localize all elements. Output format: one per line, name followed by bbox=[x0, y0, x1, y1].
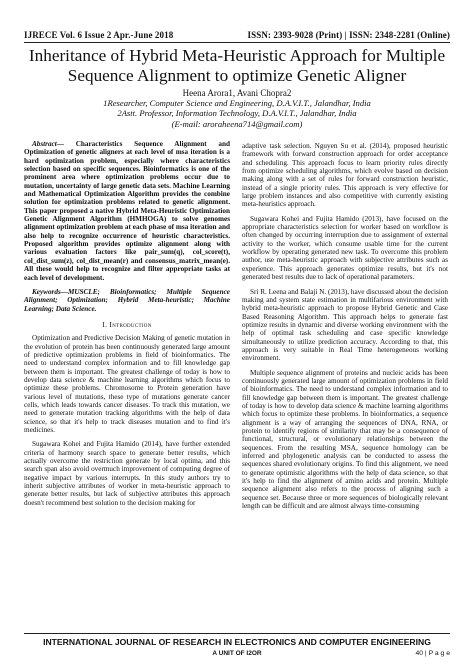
right-column bbox=[242, 142, 448, 516]
paragraph: Optimization and Predictive Decision Making of genetic mutation in the evolution of protein has been continuously generated large amount of predictive optimization problems in field of bioinformatics. The need to understand complex information and to fill knowledge gap between them is important. The greatest challenge of today is how to develop data science & machine learning algorithms which focus to optimize these problems. Chromosome to Protein generation have various level of mutations, these type of mutations generate cancer cells, which leads towards cancer diseases. To track this mutation, we need to generate mutation tracking algorithms with the help of data science, so that it's help to track diseases mutation and to find it's medicines. bbox=[24, 334, 230, 434]
page-number: 40 | P a g e bbox=[415, 650, 450, 657]
left-column bbox=[24, 140, 230, 513]
paragraph: Sugawara Kohei and Fujita Hamido (2014), have further extended criteria of harmony search space to generate better results, which actually overcome the restriction generate by local optima, and this search span also avoid overmuch improvement of computing degree of negative impact by various interrupts. In this study authors try to inherit subjective attributes of worker in meta-heuristic approach to generate better results, but lack of subjective attributes this approach doesn't recommend best solution to the decision making for bbox=[24, 440, 230, 507]
abstract-text: Characteristics Sequence Alignment and Optimization of genetic aligners at each level of msa iteration is a hard optimization problem, especially where characteristics selection based on specific sequences. Bioinformatics is one of the prominent area where optimization problems occur due to mutation, uncertainty of large genetic data sets. Machine Learning and Mathematical Optimization Algorithm provides the combine solution for optimization problems related to genetic alignment. This paper proposed a native Hybrid Meta-Heuristic Optimization Genetic Alignment Algorithm (HMHOGA) to solve genomes alignment optimization problem at each phase of msa iteration and also help to recognize occurrence of heuristic characteristics. Proposed algorithm provides optimize alignment along with various evaluation factors like pair_sum(q), col_score(t), col_dist_sum(z), col_dist_mean(r) and consensus_matrix_mean(e). All these would help to recognize and filter appropriate tasks at each level of development. bbox=[24, 140, 230, 282]
keywords-lead: Keywords— bbox=[32, 287, 68, 296]
abstract bbox=[24, 140, 230, 282]
keywords-text: MUSCLE; Bioinformatics; Multiple Sequence Alignment; Optimization; Hybrid Meta-heuristic; Machine Learning; Data Science. bbox=[24, 287, 230, 313]
footer-journal-name: INTERNATIONAL JOURNAL OF RESEARCH IN ELECTRONICS AND COMPUTER ENGINEERING bbox=[43, 637, 431, 647]
author-names: Heena Arora1, Avani Chopra2 bbox=[182, 88, 292, 98]
affiliation-1: 1Researcher, Computer Science and Engineering, D.A.V.I.T., Jalandhar, India bbox=[103, 98, 371, 109]
header-divider bbox=[24, 42, 450, 43]
paper-title: Inheritance of Hybrid Meta-Heuristic Approach for Multiple Sequence Alignment to optimize Genetic Aligner bbox=[28, 46, 446, 85]
paragraph: Sugawara Kohei and Fujita Hamido (2013), have focused on the appropriate characteristics selection for worker based on workflow is often changed by occurring interruption due to assignment of external activity to the worker, which consume usable time for the current workflow by operating generated new task. To overcome this problem author, use meta-heuristic approach with subjective attributes such as experience. This approach generates optimize results, but it's not generated best results due to lack of operational parameters. bbox=[242, 214, 448, 282]
paragraph: adaptive task selection. Nguyen Su et al. (2014), proposed heuristic framework with forward construction approach for order acceptance and scheduling. This approach focus to learn priority rules directly from optimize scheduling algorithms, which evolve based on decision making along with a set of rules for forward construction heuristic, instead of a single priority rules. This approach is very effective for large problem instances and also competitive with currently existing meta-heuristics approach. bbox=[242, 142, 448, 209]
affiliation-2: 2Astt. Professor, Information Technology, D.A.V.I.T., Jalandhar, India bbox=[117, 108, 357, 119]
abstract-lead: Abstract— bbox=[32, 140, 64, 148]
journal-volume-info: IJRECE Vol. 6 Issue 2 Apr.-June 2018 bbox=[24, 30, 174, 40]
paragraph: Multiple sequence alignment of proteins and nucleic acids has been continuously generated large amount of optimization problems in field of bioinformatics. The need to understand complex information and to fill knowledge gap between them is important. The greatest challenge of today is how to develop data science & machine learning algorithms which focus to optimize these problems. In bioinformatics, a sequence alignment is a way of arranging the sequences of DNA, RNA, or protein to identify regions of similarity that may be a consequence of functional, structural, or evolutionary relationships between the sequences. From the resulting MSA, sequence homology can be inferred and phylogenetic analysis can be conducted to assess the sequences shared evolutionary origins. To find this alignment, we need to generate optimistic algorithms with the help of data science, so that it's help to find the alignment of amino acids and protein. Multiple sequence alignment also refers to the process of aligning such a sequence set. Because three or more sequences of biologically relevant length can be difficult and are almost always time-consuming bbox=[242, 368, 448, 511]
section-heading-introduction: I. Introduction bbox=[102, 319, 152, 329]
author-block bbox=[24, 88, 450, 129]
keywords bbox=[24, 288, 230, 313]
paragraph: Sri R. Leena and Balaji N. (2013), have discussed about the decision making and system state estimation in multifarious environment with hybrid meta-heuristic approach to propose Hybrid Genetic and Case Based Reasoning Algorithm. This approach helps to generate fast optimize results in dynamic and diverse working environment with the help of optimal task scheduling and case specific knowledge simultaneously to utilize prediction accuracy. According to that, this approach is very suitable in Real Time heterogeneous working environment. bbox=[242, 287, 448, 363]
footer-divider bbox=[24, 633, 450, 634]
journal-header bbox=[24, 30, 450, 40]
journal-issn-info: ISSN: 2393-9028 (Print) | ISSN: 2348-2281 (Online) bbox=[247, 30, 450, 40]
author-email: (E-mail: aroraheena714@gmail.com) bbox=[171, 118, 303, 129]
footer-unit: A UNIT OF I2OR bbox=[212, 650, 262, 657]
